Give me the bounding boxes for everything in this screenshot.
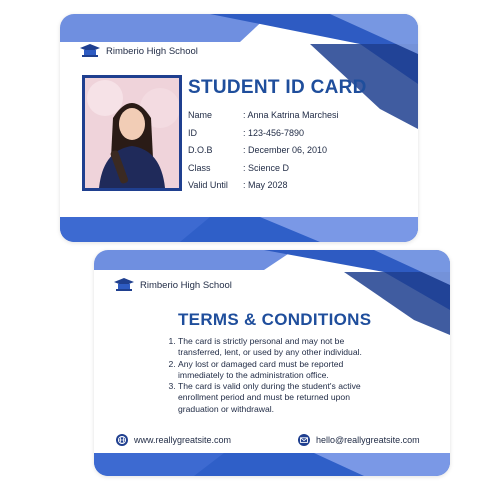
front-logo: [80, 44, 198, 58]
globe-icon: [116, 434, 128, 446]
field-label: D.O.B: [188, 145, 213, 155]
terms-title: TERMS & CONDITIONS: [178, 310, 372, 329]
back-logo: [114, 278, 232, 292]
email-text[interactable]: hello@reallygreatsite.com: [316, 435, 420, 445]
field-value: : Anna Katrina Marchesi: [243, 110, 339, 120]
student-id-card-front: [60, 14, 418, 242]
field-label: Valid Until: [188, 180, 228, 190]
school-logo-icon: [114, 278, 134, 292]
field-label: ID: [188, 127, 197, 138]
school-name: Rimberio High School: [106, 45, 198, 57]
school-logo-icon: [80, 44, 100, 58]
info-row-name: [188, 107, 339, 125]
field-label: Name: [188, 110, 213, 120]
student-id-card-back: [94, 250, 450, 476]
field-value: : December 06, 2010: [243, 145, 328, 155]
student-photo: [82, 75, 182, 191]
terms-item: 3. The card is valid only during the student's active enrollment period and must be returned upon graduation or withdrawal.: [178, 381, 378, 415]
terms-list: [168, 336, 378, 415]
student-info: [188, 107, 339, 195]
card-title: STUDENT ID CARD: [188, 77, 367, 98]
terms-item: 2. Any lost or damaged card must be reported immediately to the administration office.: [178, 359, 378, 382]
field-value: : May 2028: [243, 180, 288, 190]
field-label: Class: [188, 162, 211, 173]
field-value: : Science D: [243, 162, 290, 173]
info-row-valid-until: [188, 177, 339, 195]
info-row-id: [188, 125, 339, 143]
info-row-dob: [188, 142, 339, 160]
info-row-class: [188, 160, 339, 178]
school-name: Rimberio High School: [140, 279, 232, 291]
email-icon: [298, 434, 310, 446]
website-text[interactable]: www.reallygreatsite.com: [134, 435, 232, 445]
email-contact: [298, 434, 420, 446]
field-value: : 123-456-7890: [243, 127, 305, 138]
terms-item: 1. The card is strictly personal and may not be transferred, lent, or used by any other individual.: [178, 336, 378, 359]
website-contact: [116, 434, 231, 446]
